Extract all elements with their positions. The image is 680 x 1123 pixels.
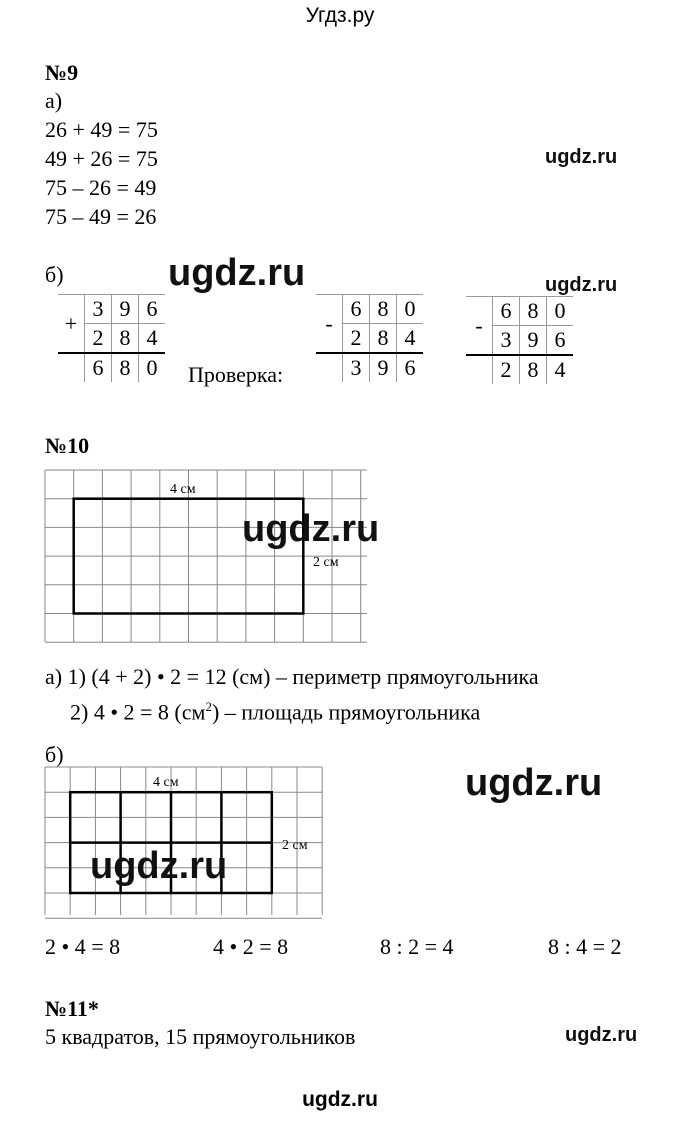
task9-part-a-label: а) (45, 88, 63, 113)
task9-part-b-label: б) (45, 262, 64, 287)
digit: 3 (493, 326, 520, 356)
subtraction-column-2 (466, 296, 573, 384)
digit: 9 (520, 326, 547, 356)
digit: 6 (343, 295, 370, 324)
watermark: ugdz.ru (242, 508, 380, 550)
site-title: Угдз.ру (305, 4, 375, 27)
digit: 9 (370, 353, 397, 382)
task11-answer: 5 квадратов, 15 прямоугольников (45, 1024, 356, 1049)
perimeter-line: а) 1) (4 + 2) • 2 = 12 (см) – периметр прямоугольника (45, 664, 539, 689)
footer-watermark: ugdz.ru (302, 1088, 378, 1111)
height-label: 2 см (282, 838, 308, 853)
digit: 2 (493, 355, 520, 384)
b-eq-4: 8 : 4 = 2 (548, 934, 622, 959)
empty-cell (58, 353, 85, 382)
empty-cell (466, 355, 493, 384)
watermark: ugdz.ru (90, 845, 228, 887)
task9-eq-1: 26 + 49 = 75 (45, 117, 158, 142)
height-label: 2 см (313, 555, 339, 570)
task10-part-b-label: б) (45, 742, 64, 767)
op-minus: - (316, 295, 343, 354)
subtraction-column-1 (316, 294, 423, 382)
area-line (70, 694, 480, 725)
task11-heading: №11* (45, 996, 99, 1021)
digit: 0 (397, 295, 424, 324)
digit: 8 (370, 295, 397, 324)
digit: 4 (139, 324, 166, 354)
op-plus: + (58, 295, 85, 354)
watermark: ugdz.ru (565, 1024, 638, 1046)
digit: 0 (139, 353, 166, 382)
area-unit-exponent: 2 (205, 699, 212, 714)
digit: 6 (139, 295, 166, 324)
digit: 8 (112, 353, 139, 382)
digit: 2 (343, 324, 370, 354)
b-eq-3: 8 : 2 = 4 (380, 934, 454, 959)
digit: 6 (85, 353, 112, 382)
digit: 8 (370, 324, 397, 354)
digit: 6 (547, 326, 574, 356)
empty-cell (316, 353, 343, 382)
op-minus: - (466, 297, 493, 356)
digit: 4 (547, 355, 574, 384)
task9-eq-4: 75 – 49 = 26 (45, 204, 157, 229)
digit: 8 (520, 297, 547, 326)
digit: 9 (112, 295, 139, 324)
check-label: Проверка: (188, 362, 284, 387)
watermark: ugdz.ru (168, 252, 306, 294)
width-label: 4 см (170, 482, 196, 497)
area-line-start: 2) 4 • 2 = 8 (см (70, 699, 206, 725)
task9-eq-2: 49 + 26 = 75 (45, 146, 158, 171)
task9-eq-3: 75 – 26 = 49 (45, 175, 157, 200)
digit: 6 (397, 353, 424, 382)
digit: 8 (112, 324, 139, 354)
addition-column (58, 294, 165, 382)
digit: 3 (343, 353, 370, 382)
watermark: ugdz.ru (545, 274, 618, 296)
b-eq-2: 4 • 2 = 8 (213, 934, 289, 959)
task9-heading: №9 (45, 60, 79, 85)
digit: 6 (493, 297, 520, 326)
digit: 2 (85, 324, 112, 354)
watermark: ugdz.ru (545, 146, 618, 168)
digit: 8 (520, 355, 547, 384)
area-line-end: ) – площадь прямоугольника (211, 699, 481, 725)
watermark: ugdz.ru (465, 762, 603, 804)
digit: 4 (397, 324, 424, 354)
digit: 0 (547, 297, 574, 326)
task10-heading: №10 (45, 433, 90, 458)
b-eq-1: 2 • 4 = 8 (45, 934, 121, 959)
digit: 3 (85, 295, 112, 324)
width-label: 4 см (153, 775, 179, 790)
